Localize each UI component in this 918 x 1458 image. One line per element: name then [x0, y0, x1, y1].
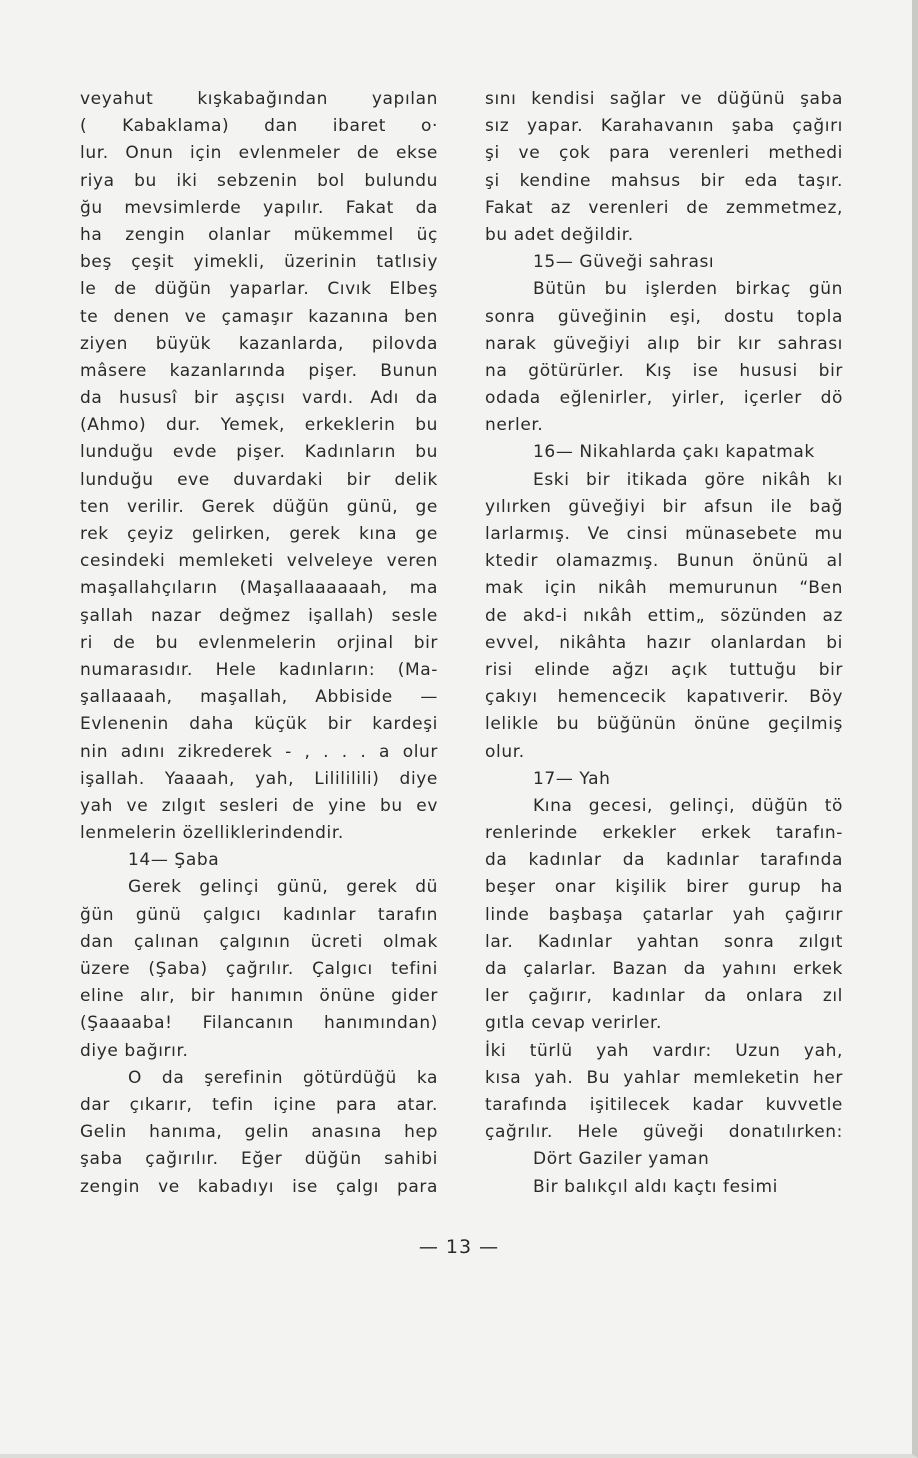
text-line: (Şaaaaba! Filancanın hanımından) — [80, 1013, 438, 1034]
text-line: odada eğlenirler, yirler, içerler dö — [485, 388, 843, 409]
text-line: şallah nazar değmez işallah) sesle — [80, 605, 438, 626]
text-line: ler çağırır, kadınlar da onlara zıl — [485, 986, 843, 1007]
text-line: lunduğu eve duvardaki bir delik — [80, 469, 438, 490]
text-line: cesindeki memleketi velveleye veren — [80, 551, 438, 572]
text-line: şi ve çok para verenleri methedi — [485, 143, 843, 164]
text-line: gıtla cevap verirler. — [485, 1013, 663, 1034]
text-line: çakıyı hemencecik kapatıverir. Böy — [485, 687, 843, 708]
text-line: eline alır, bir hanımın önüne gider — [80, 986, 438, 1007]
text-line: da kadınlar da kadınlar tarafında — [485, 850, 843, 871]
text-line: bu adet değildir. — [485, 224, 634, 245]
text-line: İki türlü yah vardır: Uzun yah, — [485, 1040, 843, 1061]
text-line: ri de bu evlenmelerin orjinal bir — [80, 632, 438, 653]
text-line: beş çeşit yimekli, üzerinin tatlısiy — [80, 252, 438, 273]
text-line: lenmelerin özelliklerindendir. — [80, 823, 344, 844]
text-line: çağrılır. Hele güveği donatılırken: — [485, 1122, 843, 1143]
text-line: Fakat az verenleri de zemmetmez, — [485, 197, 843, 218]
text-line: üzere (Şaba) çağrılır. Çalgıcı tefini — [80, 959, 438, 979]
text-line: işallah. Yaaaah, yah, Lilililili) diye — [80, 768, 438, 789]
left-text-column — [80, 86, 438, 1201]
text-line: dan çalınan çalgının ücreti olmak — [80, 931, 438, 952]
text-line: lar. Kadınlar yahtan sonra zılgıt — [485, 931, 843, 952]
text-line: maşallahçıların (Maşallaaaaaah, ma — [80, 578, 438, 599]
text-line: diye bağırır. — [80, 1040, 189, 1061]
text-line: ha zengin olanlar mükemmel üç — [80, 224, 438, 245]
text-line: kısa yah. Bu yahlar memleketin her — [485, 1067, 843, 1088]
text-line: Kına gecesi, gelinçi, düğün tö — [533, 795, 843, 816]
verse-line: Bir balıkçıl aldı kaçtı fesimi — [533, 1176, 778, 1197]
text-line: O da şerefinin götürdüğü ka — [128, 1067, 438, 1088]
text-line: ziyen büyük kazanlarda, pilovda — [80, 333, 438, 354]
text-line: narak güveğiyi alıp bir kır sahrası — [485, 333, 843, 354]
text-line: Evlenenin daha küçük bir kardeşi — [80, 714, 438, 735]
text-line: numarasıdır. Hele kadınların: (Ma- — [80, 659, 438, 680]
text-line: şallaaaah, maşallah, Abbiside — — [80, 687, 438, 708]
text-line: larlarmış. Ve cinsi münasebete mu — [485, 524, 843, 544]
right-text-column — [485, 86, 843, 1201]
section-heading: 16— Nikahlarda çakı kapatmak — [533, 442, 815, 463]
text-line: yah ve zılgıt sesleri de yine bu ev — [80, 795, 438, 816]
text-line: da çalarlar. Bazan da yahını erkek — [485, 959, 843, 979]
text-line: linde başbaşa çatarlar yah çağırır — [485, 904, 843, 925]
text-line: evvel, nikâhta hazır olanlardan bi — [485, 632, 843, 653]
text-line: ( Kabaklama) dan ibaret o· — [80, 116, 438, 137]
text-line: sını kendisi sağlar ve düğünü şaba — [485, 89, 843, 109]
text-line: veyahut kışkabağından yapılan — [80, 89, 438, 109]
section-heading: 17— Yah — [533, 768, 611, 789]
text-line: beşer onar kişilik birer gurup ha — [485, 877, 843, 898]
text-line: na götürürler. Kış ise hususi bir — [485, 360, 843, 381]
text-line: sonra güveğinin eşi, dostu topla — [485, 306, 843, 327]
text-line: (Ahmo) dur. Yemek, erkeklerin bu — [80, 415, 438, 436]
text-line: Bütün bu işlerden birkaç gün — [533, 279, 843, 300]
text-line: ğün günü çalgıcı kadınlar tarafın — [80, 904, 438, 925]
text-line: ktedir olamazmış. Bunun önünü al — [485, 551, 843, 572]
text-line: te denen ve çamaşır kazanına ben — [80, 306, 438, 327]
text-line: olur. — [485, 741, 525, 762]
text-line: nin adını zikrederek - , . . . a olur — [80, 741, 438, 762]
text-line: ten verilir. Gerek düğün günü, ge — [80, 496, 438, 517]
text-line: Gerek gelinçi günü, gerek dü — [128, 877, 438, 898]
text-line: sız yapar. Karahavanın şaba çağırı — [485, 116, 843, 137]
text-line: nerler. — [485, 415, 544, 436]
section-heading: 15— Güveği sahrası — [533, 252, 715, 273]
text-line: zengin ve kabadıyı ise çalgı para — [80, 1176, 438, 1197]
text-line: yılırken güveğiyi bir afsun ile bağ — [485, 496, 843, 517]
text-line: dar çıkarır, tefin içine para atar. — [80, 1094, 438, 1115]
text-line: tarafında işitilecek kadar kuvvetle — [485, 1094, 843, 1115]
text-line: mak için nikâh memurunun “Ben — [485, 578, 843, 599]
text-line: risi elinde ağzı açık tuttuğu bir — [485, 659, 843, 680]
text-line: le de düğün yaparlar. Cıvık Elbeş — [80, 279, 438, 300]
text-line: Eski bir itikada göre nikâh kı — [533, 469, 843, 490]
text-line: ğu mevsimlerde yapılır. Fakat da — [80, 197, 438, 218]
text-line: riya bu iki sebzenin bol bulundu — [80, 170, 438, 191]
text-line: de akd-i nıkâh ettim„ sözünden az — [485, 605, 843, 626]
text-line: şi kendine mahsus bir eda taşır. — [485, 170, 843, 191]
text-line: lur. Onun için evlenmeler de ekse — [80, 143, 438, 164]
text-line: rek çeyiz gelirken, gerek kına ge — [80, 524, 438, 544]
text-line: renlerinde erkekler erkek tarafın- — [485, 823, 843, 844]
text-line: da hususî bir aşçısı vardı. Adı da — [80, 388, 438, 409]
text-line: lelikle bu büğünün önüne geçilmiş — [485, 714, 843, 735]
page-number: — 13 — — [418, 1236, 500, 1258]
text-line: şaba çağırılır. Eğer düğün sahibi — [80, 1149, 438, 1170]
text-line: Gelin hanıma, gelin anasına hep — [80, 1122, 438, 1143]
section-heading: 14— Şaba — [128, 850, 220, 871]
text-line: mâsere kazanlarında pişer. Bunun — [80, 360, 438, 381]
text-line: lunduğu evde pişer. Kadınların bu — [80, 442, 438, 463]
verse-line: Dört Gaziler yaman — [533, 1149, 710, 1170]
